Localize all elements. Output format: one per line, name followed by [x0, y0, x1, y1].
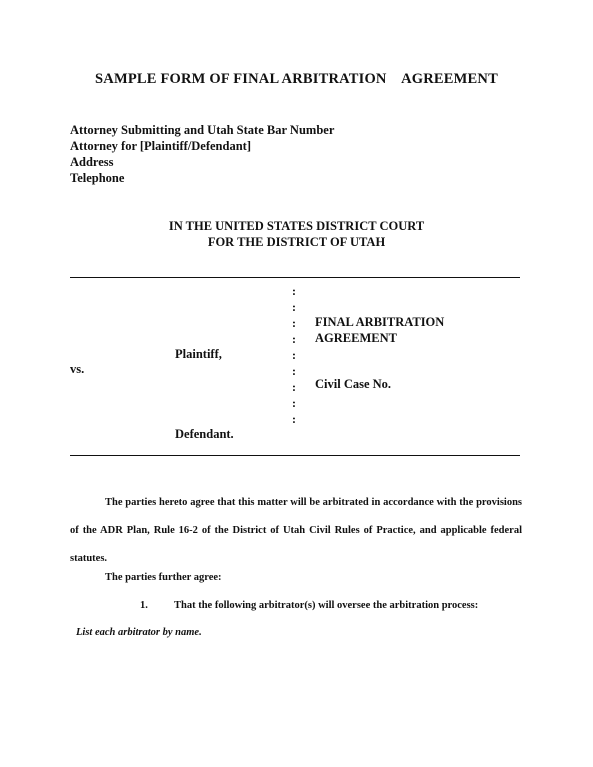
attorney-for-line: Attorney for [Plaintiff/Defendant] — [70, 139, 251, 153]
court-name: IN THE UNITED STATES DISTRICT COURT — [168, 219, 425, 233]
caption-separator: : — [292, 332, 296, 346]
arbitrator-instruction: List each arbitrator by name. — [76, 627, 202, 638]
attorney-name-line: Attorney Submitting and Utah State Bar Number — [70, 123, 335, 137]
caption-separator: : — [292, 284, 296, 298]
versus-label: vs. — [70, 362, 85, 376]
case-document-title — [315, 314, 444, 346]
address-line: Address — [70, 155, 114, 169]
attorney-block — [70, 122, 334, 186]
item-number: 1. — [140, 600, 148, 611]
plaintiff-label: Plaintiff, — [175, 347, 222, 361]
court-district: FOR THE DISTRICT OF UTAH — [207, 235, 386, 249]
telephone-line: Telephone — [70, 171, 125, 185]
caption-separator: : — [292, 412, 296, 426]
caption-separator: : — [292, 316, 296, 330]
court-heading — [0, 218, 593, 250]
document-title: SAMPLE FORM OF FINAL ARBITRATION AGREEMENT — [95, 71, 498, 87]
agreement-paragraph: The parties hereto agree that this matter will be arbitrated in accordance with the provisions of the ADR Plan, Rule 16-2 of the District of Utah Civil Rules of Practice, and applicable federal statutes. — [70, 497, 522, 564]
caption-separator: : — [292, 348, 296, 362]
caption-separator: : — [292, 364, 296, 378]
case-title-line2: AGREEMENT — [315, 331, 397, 345]
caption-separator-column — [292, 283, 296, 427]
defendant-label: Defendant. — [175, 427, 234, 441]
civil-case-number-label: Civil Case No. — [315, 377, 392, 391]
item-text: That the following arbitrator(s) will oversee the arbitration process: — [174, 600, 479, 611]
further-agree-paragraph: The parties further agree: — [105, 572, 222, 583]
case-title-line1: FINAL ARBITRATION — [315, 315, 445, 329]
caption-bottom-rule — [70, 455, 520, 456]
caption-separator: : — [292, 380, 296, 394]
numbered-item — [140, 600, 478, 611]
caption-separator: : — [292, 300, 296, 314]
caption-separator: : — [292, 396, 296, 410]
caption-top-rule — [70, 277, 520, 278]
